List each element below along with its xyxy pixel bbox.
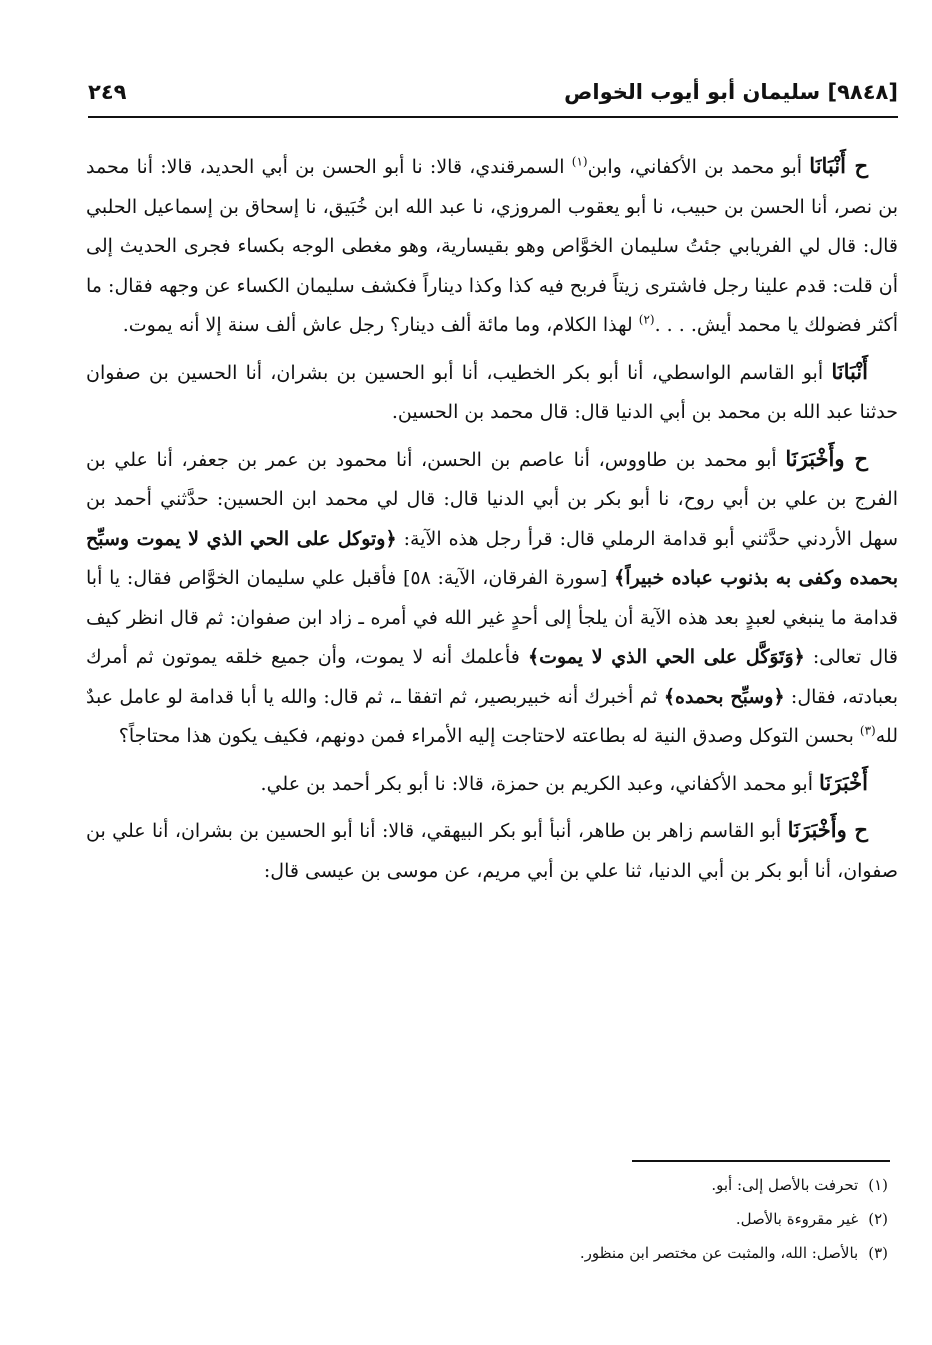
chain-keyword: أَخْبَرَنَا [819, 769, 868, 795]
footnote-3 [128, 1236, 888, 1270]
paragraph-text: أبو القاسم زاهر بن طاهر، أنبأ أبو بكر البيهقي، قالا: أنا أبو الحسين بن بشران، أنا علي بن صفوان، أنا أبو بكر بن أبي الدنيا، ثنا علي بن أبي مريم، عن موسى بن عيسى قال: [86, 820, 898, 882]
running-header [88, 76, 898, 118]
footnote-ref: (٢) [638, 312, 655, 327]
paragraph-4 [86, 763, 898, 805]
footnote-text: تحرفت بالأصل إلى: أبو. [711, 1176, 859, 1194]
paragraph-5 [86, 810, 898, 891]
paragraph-text: أبو محمد بن طاووس، أنا عاصم بن الحسن، أنا محمود بن عمر بن جعفر، أنا علي بن الفرج بن علي بن أبي روح، نا أبو بكر بن أبي الدنيا قال: قال لي محمد ابن الحسين: حدَّثني أحمد بن سهل الأردني حدَّثني أبو قدامة الرملي قال: قرأ رجل هذه الآية: [86, 448, 899, 550]
paragraph-2 [86, 352, 898, 433]
paragraph-text: بحسن التوكل وصدق النية له بطاعته لاحتاجت إليه الأمراء فمن دونهم، فكيف يكون هذا محتاجاً؟ [118, 725, 860, 747]
chain-keyword: ح أَنْبَانَا [809, 153, 869, 178]
quran-verse: ﴿وَتَوَكَّل على الحي الذي لا يموت﴾ [527, 646, 805, 668]
paragraph-text: فأعلمك أنه لا يموت، وأن جميع خلقه يموتون ثم أمرك بعبادته، فقال: [86, 646, 898, 708]
quran-verse: ﴿وتوكل على الحي الذي لا يموت وسبِّح بحمده وكفى به بذنوب عباده خبيراً﴾ [86, 527, 898, 589]
paragraph-text: ثم أخبرك أنه خبيربصير، ثم اتفقا ـ، ثم قال: والله يا أبا قدامة لو عامل عبدٌ لله [86, 685, 898, 747]
chain-keyword: ح وأَخْبَرَنَا [787, 817, 868, 842]
footnote-number: (١) [868, 1176, 888, 1194]
paragraph-text: لهذا الكلام، وما مائة ألف دينار؟ رجل عاش ألف سنة إلا أنه يموت. [122, 314, 639, 336]
footnote-2 [128, 1202, 888, 1236]
paragraph-text: أبو محمد بن الأكفاني، وابن [587, 156, 810, 178]
paragraph-1 [86, 146, 898, 346]
footnote-ref: (١) [571, 154, 588, 169]
paragraph-text: السمرقندي، قالا: نا أبو الحسن بن أبي الحديد، قالا: أنا محمد بن نصر، أنا الحسن بن حبيب، نا أبو يعقوب المروزي، نا عبد الله ابن خُبَيق، نا إسحاق بن إسماعيل الحلبي قال: قال لي الفريابي جئتُ سليمان الخوَّاص وهو بقيسارية، وهو مغطى الوجه بكساء فجرى الحديث إلى أن قلت: قدم علينا رجل فاشترى زيتاً فربح فيه كذا وكذا ديناراً فكشف سليمان الكساء عن وجهه فقال: ما أكثر فضولك يا محمد أيش. . . . [86, 156, 898, 336]
footnote-text: غير مقروءة بالأصل. [735, 1210, 859, 1228]
page-number: ٢٤٩ [88, 80, 127, 104]
footnotes [128, 1168, 888, 1270]
paragraph-3 [86, 439, 898, 757]
chain-keyword: ح وأَخْبَرَنَا [785, 445, 868, 471]
header-title: [٩٨٤٨] سليمان أبو أيوب الخواص [564, 80, 898, 104]
footnote-ref: (٣) [859, 723, 876, 738]
quran-verse: ﴿وسبِّح بحمده﴾ [663, 685, 785, 708]
footnote-number: (٣) [868, 1244, 888, 1262]
footnote-separator [632, 1160, 890, 1162]
footnote-number: (٢) [868, 1210, 888, 1228]
main-text [86, 146, 898, 897]
footnote-1 [128, 1168, 888, 1202]
paragraph-text: أبو محمد الأكفاني، وعبد الكريم بن حمزة، قالا: نا أبو بكر أحمد بن علي. [260, 772, 820, 795]
footnote-text: بالأصل: الله، والمثبت عن مختصر ابن منظور. [579, 1244, 859, 1262]
chain-keyword: أَنْبَانَا [831, 358, 868, 384]
paragraph-text: أبو القاسم الواسطي، أنا أبو بكر الخطيب، أنا أبو الحسين بن بشران، أنا الحسين بن صفوان حدثنا عبد الله بن محمد بن أبي الدنيا قال: قال محمد بن الحسين. [86, 361, 898, 423]
paragraph-text: [سورة الفرقان، الآية: ٥٨] فأقبل علي سليمان الخوَّاص فقال: يا أبا قدامة ما ينبغي لعبدٍ بعد هذه الآية أن يلجأ إلى أحدٍ غير الله في أمره ـ زاد ابن صفوان: ثم قال انظر كيف قال تعالى: [86, 567, 898, 668]
